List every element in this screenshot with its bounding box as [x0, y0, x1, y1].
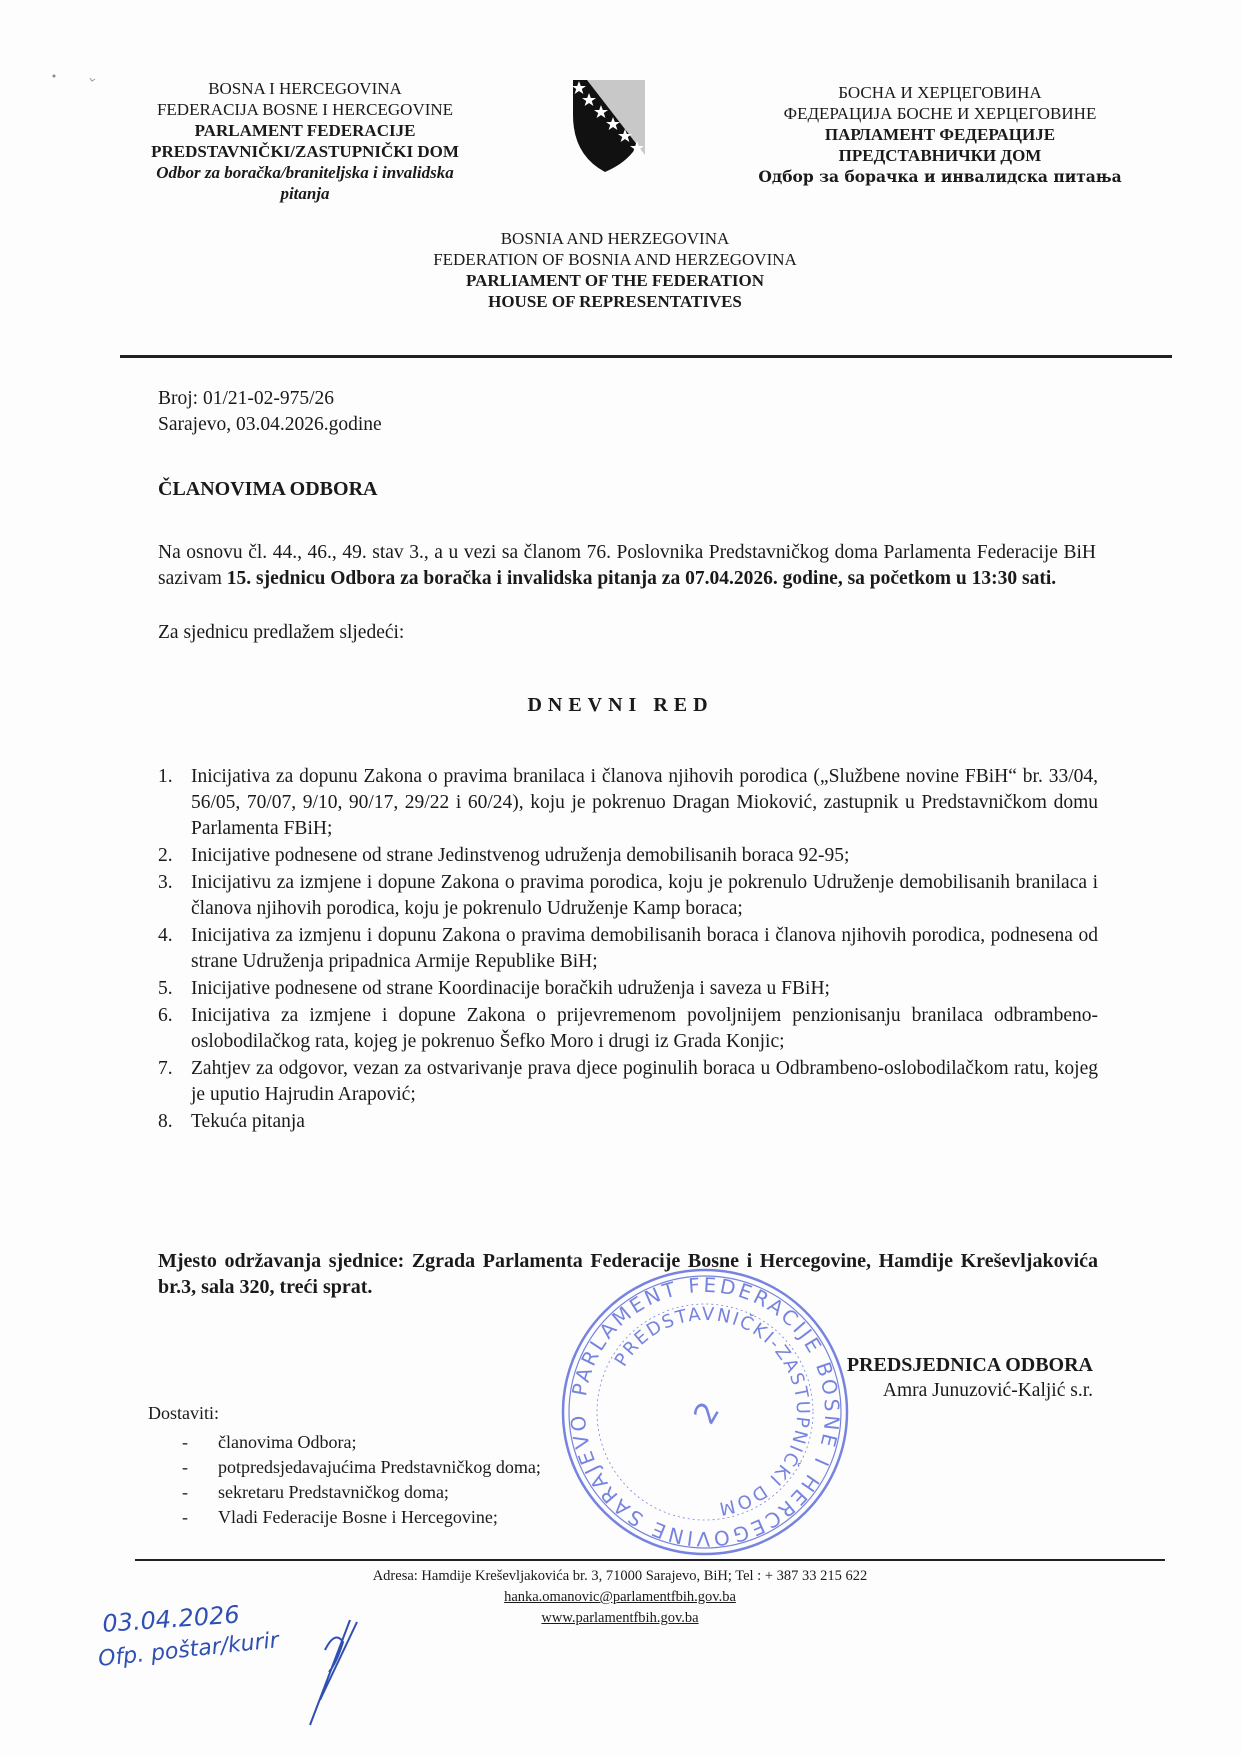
agenda-item-number: 8. [158, 1111, 173, 1132]
recipients-heading: ČLANOVIMA ODBORA [158, 478, 378, 500]
header-house: PREDSTAVNIČKI/ZASTUPNIČKI DOM [151, 142, 459, 161]
header-parliament-cyr: ПАРЛАМЕНТ ФЕДЕРАЦИЈЕ [824, 125, 1056, 144]
header-latin [110, 78, 500, 204]
header-federation-en: FEDERATION OF BOSNIA AND HERZEGOVINA [433, 250, 797, 269]
header-country: BOSNA I HERCEGOVINA [208, 79, 402, 98]
footer-divider [135, 1559, 1165, 1561]
header-country-en: BOSNIA AND HERZEGOVINA [500, 229, 730, 248]
coat-of-arms-icon [565, 75, 650, 175]
footer-address: Adresa: Hamdije Kreševljakovića br. 3, 71000 Sarajevo, BiH; Tel : + 387 33 215 622 [372, 1568, 868, 1584]
header-country-cyr: БОСНА И ХЕРЦЕГОВИНА [838, 83, 1042, 102]
deliver-item-text: članovima Odbora; [218, 1432, 357, 1452]
deliver-list [182, 1430, 541, 1530]
header-committee-cyr: Одбор за борачка и инвалидска питања [758, 167, 1122, 186]
header-english [340, 228, 890, 312]
dash-bullet: - [182, 1432, 188, 1452]
scan-marks [50, 72, 110, 92]
agenda-item [158, 1109, 1098, 1135]
venue-paragraph: Mjesto održavanja sjednice: Zgrada Parlamenta Federacije Bosne i Hercegovine, Hamdije Kreševljakovića br.3, sala 320, treći sprat. [158, 1250, 1098, 1298]
footer-website-link[interactable]: www.parlamentfbih.gov.ba [541, 1610, 699, 1626]
chair-name: Amra Junuzović-Kaljić s.r. [882, 1380, 1093, 1401]
agenda-item [158, 1056, 1098, 1108]
intro-paragraph [158, 540, 1096, 592]
agenda-item [158, 976, 1098, 1002]
header-committee-cont: pitanja [280, 184, 330, 203]
header-federation-cyr: ФЕДЕРАЦИЈА БОСНЕ И ХЕРЦЕГОВИНЕ [783, 104, 1097, 123]
agenda-list [158, 764, 1098, 1136]
handwritten-text: Ofp. poštar/kurir [97, 1628, 280, 1672]
deliver-item-text: Vladi Federacije Bosne i Hercegovine; [218, 1507, 498, 1527]
header-parliament-en: PARLIAMENT OF THE FEDERATION [465, 271, 764, 290]
agenda-item-text: Inicijativa za izmjene i dopune Zakona o prijevremenom povoljnijem penzionisanju branilaca odbrambeno-oslobodilačkog rata, kojeg je pokrenuo Šefko Moro i drugi iz Grada Konjic; [191, 1005, 1098, 1052]
header-house-en: HOUSE OF REPRESENTATIVES [488, 292, 742, 311]
deliver-item [182, 1505, 541, 1530]
agenda-item-text: Inicijativa za dopunu Zakona o pravima branilaca i članova njihovih porodica („Službene novine FBiH“ br. 33/04, 56/05, 70/07, 9/10, 90/17, 29/22 i 60/24), koju je pokrenuo Dragan Mioković, zastupnik u Predstavničkom domu Parlamenta FBiH; [191, 766, 1098, 839]
chair-title: PREDSJEDNICA ODBORA [846, 1354, 1093, 1376]
header-federation: FEDERACIJA BOSNE I HERCEGOVINE [156, 100, 454, 119]
stamp-number: 2 [687, 1396, 728, 1431]
deliver-item [182, 1455, 541, 1480]
agenda-item-number: 6. [158, 1005, 173, 1026]
stamp-outer-text: PARLAMENT FEDERACIJE BOSNE I HERCEGOVINE SARAJEVO [565, 1272, 845, 1552]
agenda-item-number: 3. [158, 872, 173, 893]
agenda-item-text: Tekuća pitanja [191, 1111, 305, 1132]
signature-block [700, 1352, 1093, 1404]
agenda-item [158, 870, 1098, 922]
deliver-item-text: potpredsjedavajućima Predstavničkog doma; [218, 1457, 541, 1477]
handwritten-signature [310, 1620, 357, 1725]
header-divider [120, 355, 1172, 358]
intro-text: Na osnovu čl. 44., 46., 49. stav 3., a u vezi sa članom 76. Poslovnika Predstavničkog doma Parlamenta Federacije BiH sazivam [158, 542, 1096, 589]
agenda-item-text: Inicijativa za izmjenu i dopunu Zakona o pravima demobilisanih boraca i članova njihovih porodica, podnesena od strane Udruženja pripadnica Armije Republike BiH; [191, 925, 1098, 972]
agenda-item-text: Zahtjev za odgovor, vezan za ostvarivanje prava djece poginulih boraca u Odbrambeno-oslobodilačkom ratu, kojeg je uputio Hajrudin Arapović; [191, 1058, 1098, 1105]
agenda-item-text: Inicijative podnesene od strane Jedinstvenog udruženja demobilisanih boraca 92-95; [191, 845, 850, 866]
deliver-item [182, 1430, 541, 1455]
dash-bullet: - [182, 1507, 188, 1527]
agenda-heading: DNEVNI RED [527, 694, 714, 716]
dash-bullet: - [182, 1457, 188, 1477]
reference-place-date: Sarajevo, 03.04.2026.godine [158, 414, 382, 435]
deliver-item-text: sekretaru Predstavničkog doma; [218, 1482, 449, 1502]
deliver-label: Dostaviti: [148, 1403, 219, 1423]
reference-block [158, 386, 382, 438]
reference-number: Broj: 01/21-02-975/26 [158, 388, 335, 409]
agenda-item [158, 923, 1098, 975]
propose-text: Za sjednicu predlažem sljedeći: [158, 622, 405, 643]
deliver-item [182, 1480, 541, 1505]
handwritten-note [95, 1600, 395, 1730]
official-stamp-icon [555, 1262, 855, 1562]
agenda-item [158, 764, 1098, 842]
agenda-item-number: 5. [158, 978, 173, 999]
header-cyrillic [735, 82, 1145, 187]
dash-bullet: - [182, 1482, 188, 1502]
agenda-item-number: 1. [158, 766, 173, 787]
agenda-item-text: Inicijative podnesene od strane Koordinacije boračkih udruženja i saveza u FBiH; [191, 978, 830, 999]
header-house-cyr: ПРЕДСТАВНИЧКИ ДОМ [838, 146, 1042, 165]
agenda-item-text: Inicijativu za izmjene i dopune Zakona o pravima porodica, koju je pokrenulo Udruženje demobilisanih branilaca i članova njihovih porodica, koju je pokrenulo Udruženje Kamp boraca; [191, 872, 1098, 919]
agenda-item-number: 2. [158, 845, 173, 866]
header-parliament: PARLAMENT FEDERACIJE [194, 121, 416, 140]
footer-email-link[interactable]: hanka.omanovic@parlamentfbih.gov.ba [504, 1589, 736, 1605]
header-committee: Odbor za boračka/braniteljska i invalidska [156, 163, 454, 182]
agenda-item [158, 843, 1098, 869]
agenda-item [158, 1003, 1098, 1055]
agenda-item-number: 7. [158, 1058, 173, 1079]
agenda-item-number: 4. [158, 925, 173, 946]
handwritten-date: 03.04.2026 [101, 1600, 241, 1638]
stamp-inner-text: PREDSTAVNIČKI-ZASTUPNIČKI DOM [610, 1303, 814, 1520]
intro-session-details: 15. sjednicu Odbora za boračka i invalidska pitanja za 07.04.2026. godine, sa početkom u 13:30 sati. [226, 568, 1057, 589]
